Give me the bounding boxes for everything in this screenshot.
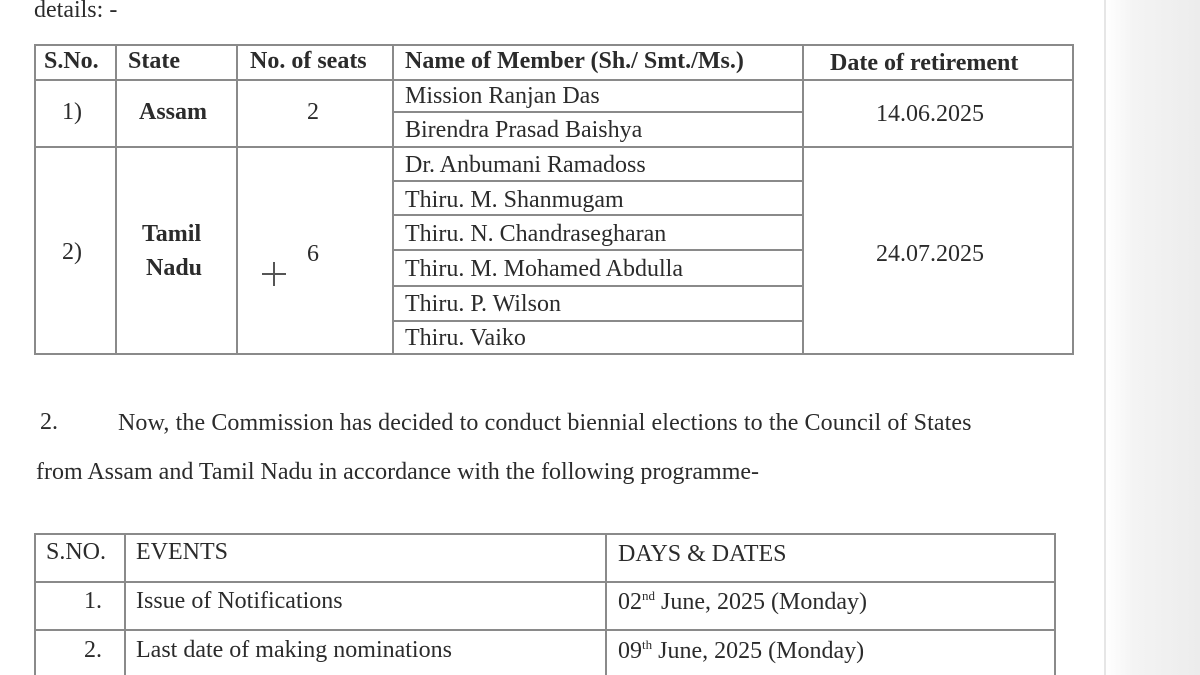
t1-row2-state-line1: Tamil — [142, 221, 202, 247]
t1-row2-member: Thiru. P. Wilson — [405, 291, 561, 317]
t2-row1-date: 02nd June, 2025 (Monday) — [618, 588, 867, 615]
t1-row2-retirement: 24.07.2025 — [876, 241, 984, 267]
t1-row2-sno: 2) — [62, 239, 82, 265]
crosshair-cursor-icon — [262, 262, 286, 286]
paragraph-line-2: from Assam and Tamil Nadu in accordance with the following programme- — [36, 459, 760, 485]
t2-row2-date: 09th June, 2025 (Monday) — [618, 637, 865, 664]
t1-row2-member: Thiru. M. Shanmugam — [405, 187, 624, 213]
t1-member-divider — [392, 214, 802, 216]
t2-header-sno: S.NO. — [46, 539, 107, 565]
t1-member-divider — [392, 180, 802, 182]
t1-header-retirement: Date of retirement — [830, 50, 1019, 76]
t1-header-state: State — [128, 48, 180, 74]
t1-header-sno: S.No. — [44, 48, 99, 74]
t1-right-border — [1072, 44, 1074, 355]
t1-row2-seats: 6 — [307, 241, 319, 267]
t1-row2-state-line2: Nadu — [146, 255, 203, 281]
t1-col-divider — [115, 44, 117, 355]
t2-row1-event: Issue of Notifications — [136, 588, 343, 614]
paragraph-line-1: Now, the Commission has decided to conduct biennial elections to the Council of States — [118, 410, 972, 436]
t1-row1-state: Assam — [139, 99, 208, 125]
t2-left-border — [34, 533, 36, 675]
t1-member-divider — [392, 111, 802, 113]
t2-row2-sno: 2. — [84, 637, 102, 663]
t2-header-dates: DAYS & DATES — [618, 541, 787, 567]
t1-col-divider — [392, 44, 394, 355]
t1-row2-member: Thiru. Vaiko — [405, 325, 526, 351]
t1-row2-member: Dr. Anbumani Ramadoss — [405, 152, 646, 178]
t2-col-divider — [605, 533, 607, 675]
t1-bottom-border — [34, 353, 1074, 355]
t2-right-border — [1054, 533, 1056, 675]
t1-col-divider — [802, 44, 804, 355]
t1-header-seats: No. of seats — [250, 48, 367, 74]
t1-top-border — [34, 44, 1074, 46]
t1-left-border — [34, 44, 36, 355]
t1-header-member: Name of Member (Sh./ Smt./Ms.) — [405, 48, 744, 74]
t1-row1-seats: 2 — [307, 99, 319, 125]
t1-row1-sno: 1) — [62, 99, 82, 125]
t1-row2-member: Thiru. M. Mohamed Abdulla — [405, 256, 683, 282]
t1-row1-member: Birendra Prasad Baishya — [405, 117, 643, 143]
t2-row2-event: Last date of making nominations — [136, 637, 452, 663]
intro-text: details: - — [34, 0, 118, 23]
t1-member-divider — [392, 320, 802, 322]
paragraph-number: 2. — [40, 409, 58, 435]
t1-row1-retirement: 14.06.2025 — [876, 101, 984, 127]
t1-member-divider — [392, 249, 802, 251]
t2-header-events: EVENTS — [136, 539, 228, 565]
t2-row1-bottom — [34, 629, 1056, 631]
t1-row1-member: Mission Ranjan Das — [405, 83, 600, 109]
t1-header-bottom — [34, 79, 1074, 81]
t1-row2-member: Thiru. N. Chandrasegharan — [405, 221, 667, 247]
t2-col-divider — [124, 533, 126, 675]
t2-header-bottom — [34, 581, 1056, 583]
t1-col-divider — [236, 44, 238, 355]
t1-row1-bottom — [34, 146, 1074, 148]
t2-top-border — [34, 533, 1056, 535]
t2-row1-sno: 1. — [84, 588, 102, 614]
t1-member-divider — [392, 285, 802, 287]
